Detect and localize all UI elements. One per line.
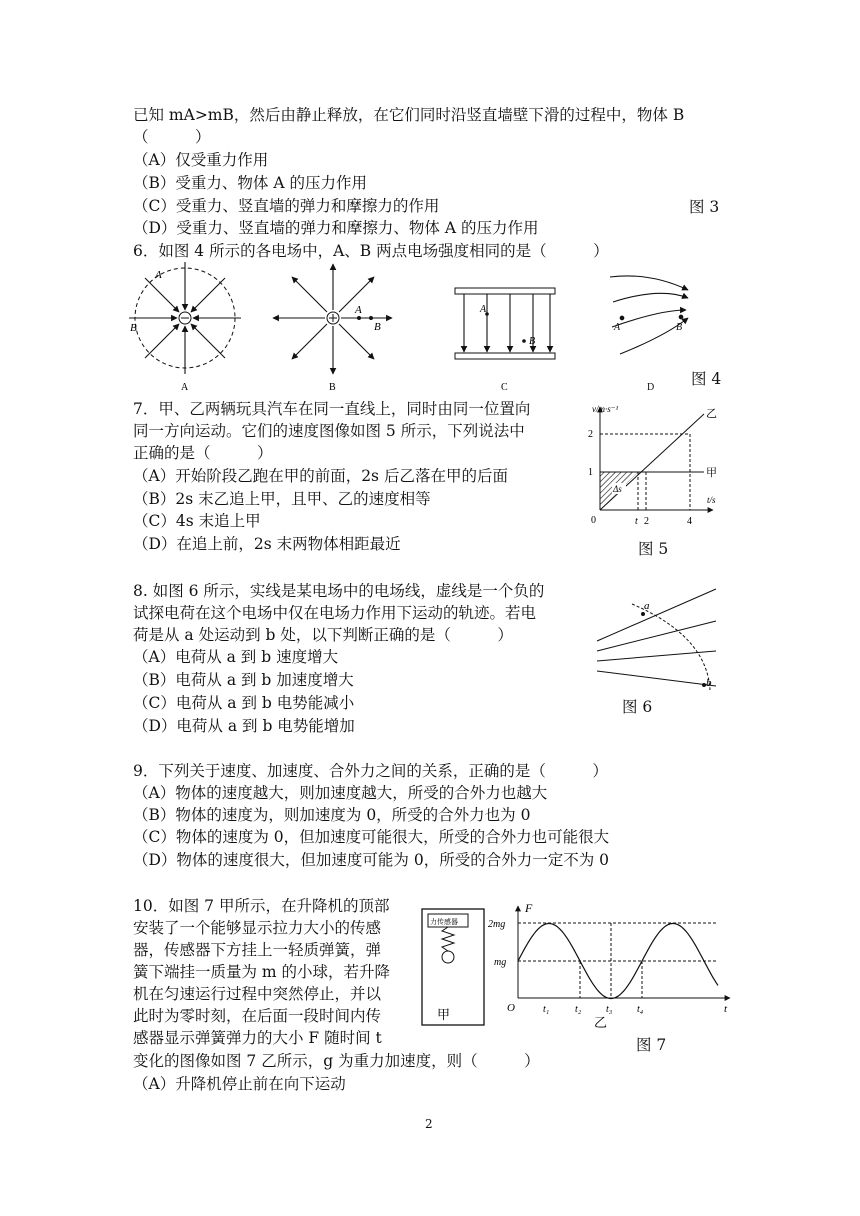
svg-text:B: B: [130, 322, 137, 334]
tick-t3: t₃: [606, 1004, 613, 1015]
field-b-label: B: [329, 382, 336, 393]
q7-option-a: （A）开始阶段乙跑在甲的前面，2s 后乙落在甲的后面: [133, 467, 508, 485]
tick-v1: 1: [588, 467, 593, 478]
label-jia: 甲: [706, 467, 717, 479]
field-d-label: D: [647, 382, 655, 393]
q10-line2: 安装了一个能够显示拉力大小的传感: [133, 919, 382, 937]
tick-t4: t₄: [637, 1004, 644, 1015]
figure-3-caption: 图 3: [689, 198, 720, 216]
q10-line1: 10．如图 7 甲所示，在升降机的顶部: [133, 897, 390, 915]
q7-line2: 同一方向运动。它们的速度图像如图 5 所示，下列说法中: [133, 422, 525, 440]
field-a-label: A: [181, 382, 189, 393]
tick-t1: t₁: [543, 1004, 550, 1015]
q7-option-b: （B）2s 末乙追上甲，且甲、乙的速度相等: [133, 490, 431, 508]
point-a: a: [644, 600, 650, 612]
figure-4-caption: 图 4: [691, 370, 722, 388]
q9-stem: 9．下列关于速度、加速度、合外力之间的关系，正确的是（ ）: [133, 762, 608, 780]
label-delta-s: Δs: [613, 484, 622, 494]
q8-line3: 荷是从 a 处运动到 b 处，以下判断正确的是（ ）: [133, 626, 513, 644]
q8-line1: 8. 如图 6 所示，实线是某电场中的电场线，虚线是一个负的: [133, 582, 545, 600]
q7-line1: 7．甲、乙两辆玩具汽车在同一直线上，同时由同一位置向: [133, 400, 531, 418]
q10-line4: 簧下端挂一质量为 m 的小球，若升降: [133, 963, 391, 981]
figure-7-elevator: [420, 905, 490, 1035]
field-c-parallel-plates: [455, 288, 555, 393]
page-number: 2: [425, 1117, 433, 1131]
f-axis-label: F: [525, 901, 533, 915]
figure-7-ft-graph: [488, 900, 738, 1030]
field-a-negative-charge: [129, 262, 241, 393]
tick-origin: 0: [591, 515, 596, 526]
v-axis-label: v/m·s⁻¹: [592, 404, 619, 414]
figure-6-caption: 图 6: [622, 698, 653, 716]
svg-text:B: B: [374, 321, 381, 333]
figure-5-caption: 图 5: [638, 540, 669, 558]
figure-7-caption: 图 7: [636, 1036, 667, 1054]
svg-text:A: A: [614, 322, 621, 333]
svg-text:A: A: [480, 304, 487, 315]
q8-option-a: （A）电荷从 a 到 b 速度增大: [133, 648, 339, 666]
q5-answer-blank: （ ）: [133, 128, 211, 146]
q5-option-c: （C）受重力、竖直墙的弹力和摩擦力的作用: [133, 197, 440, 215]
t-axis-label-fig7: t: [724, 1003, 728, 1015]
tick-2: 2: [644, 516, 649, 527]
figure-5-vt-graph: [588, 403, 728, 538]
q9-option-c: （C）物体的速度为 0，但加速度可能很大，所受的合外力也可能很大: [133, 828, 610, 846]
q6-stem: 6．如图 4 所示的各电场中，A、B 两点电场强度相同的是（ ）: [133, 242, 609, 260]
q7-line3: 正确的是（ ）: [133, 444, 273, 462]
q9-option-d: （D）物体的速度很大，但加速度可能为 0，所受的合外力一定不为 0: [133, 851, 610, 869]
q8-option-d: （D）电荷从 a 到 b 电势能增加: [133, 717, 355, 735]
label-yi: 乙: [706, 408, 717, 420]
sensor-label: 力传感器: [430, 918, 458, 926]
field-c-label: C: [501, 382, 508, 393]
point-b: b: [706, 677, 712, 689]
label-yi-fig7: 乙: [594, 1015, 608, 1030]
q5-option-a: （A）仅受重力作用: [133, 151, 269, 169]
q5-option-d: （D）受重力、竖直墙的弹力和摩擦力、物体 A 的压力作用: [133, 219, 539, 237]
svg-text:B: B: [676, 322, 683, 333]
tick-v2: 2: [588, 429, 593, 440]
q10-line7: 感器显示弹簧弹力的大小 F 随时间 t: [133, 1029, 382, 1047]
q7-option-c: （C）4s 末追上甲: [133, 512, 261, 530]
q8-line2: 试探电荷在这个电场中仅在电场力作用下运动的轨迹。若电: [133, 604, 537, 622]
tick-t: t: [635, 516, 638, 527]
field-b-positive-charge: [273, 264, 392, 393]
svg-text:B: B: [529, 336, 536, 347]
tick-2mg: 2mg: [488, 919, 506, 930]
figure-4: [0, 262, 860, 402]
q8-option-c: （C）电荷从 a 到 b 电势能减小: [133, 694, 355, 712]
svg-text:A: A: [155, 269, 162, 281]
q5-option-b: （B）受重力、物体 A 的压力作用: [133, 174, 367, 192]
tick-4: 4: [687, 516, 692, 527]
svg-text:A: A: [355, 304, 362, 316]
q5-line1: 已知 mA>mB，然后由静止释放，在它们同时沿竖直墙壁下滑的过程中，物体 B: [133, 106, 685, 124]
q9-option-b: （B）物体的速度为，则加速度为 0，所受的合外力也为 0: [133, 806, 531, 824]
q10-option-a: （A）升降机停止前在向下运动: [133, 1075, 346, 1093]
q10-line6: 此时为零时刻，在后面一段时间内传: [133, 1007, 382, 1025]
origin-label: O: [507, 1002, 515, 1014]
q10-line5: 机在匀速运行过程中突然停止，并以: [133, 985, 382, 1003]
label-jia-fig7: 甲: [437, 1007, 451, 1022]
field-d-curved-lines: [610, 276, 688, 393]
tick-t2: t₂: [575, 1004, 582, 1015]
figure-6-field-lines: [592, 586, 722, 696]
q9-option-a: （A）物体的速度越大，则加速度越大，所受的合外力也越大: [133, 784, 548, 802]
q8-option-b: （B）电荷从 a 到 b 加速度增大: [133, 671, 354, 689]
q10-line8: 变化的图像如图 7 乙所示，g 为重力加速度，则（ ）: [133, 1052, 540, 1070]
q10-line3: 器，传感器下方挂上一轻质弹簧，弹: [133, 941, 382, 959]
q7-option-d: （D）在追上前，2s 末两物体相距最近: [133, 535, 401, 553]
tick-mg: mg: [494, 957, 507, 968]
t-axis-label: t/s: [707, 495, 716, 505]
